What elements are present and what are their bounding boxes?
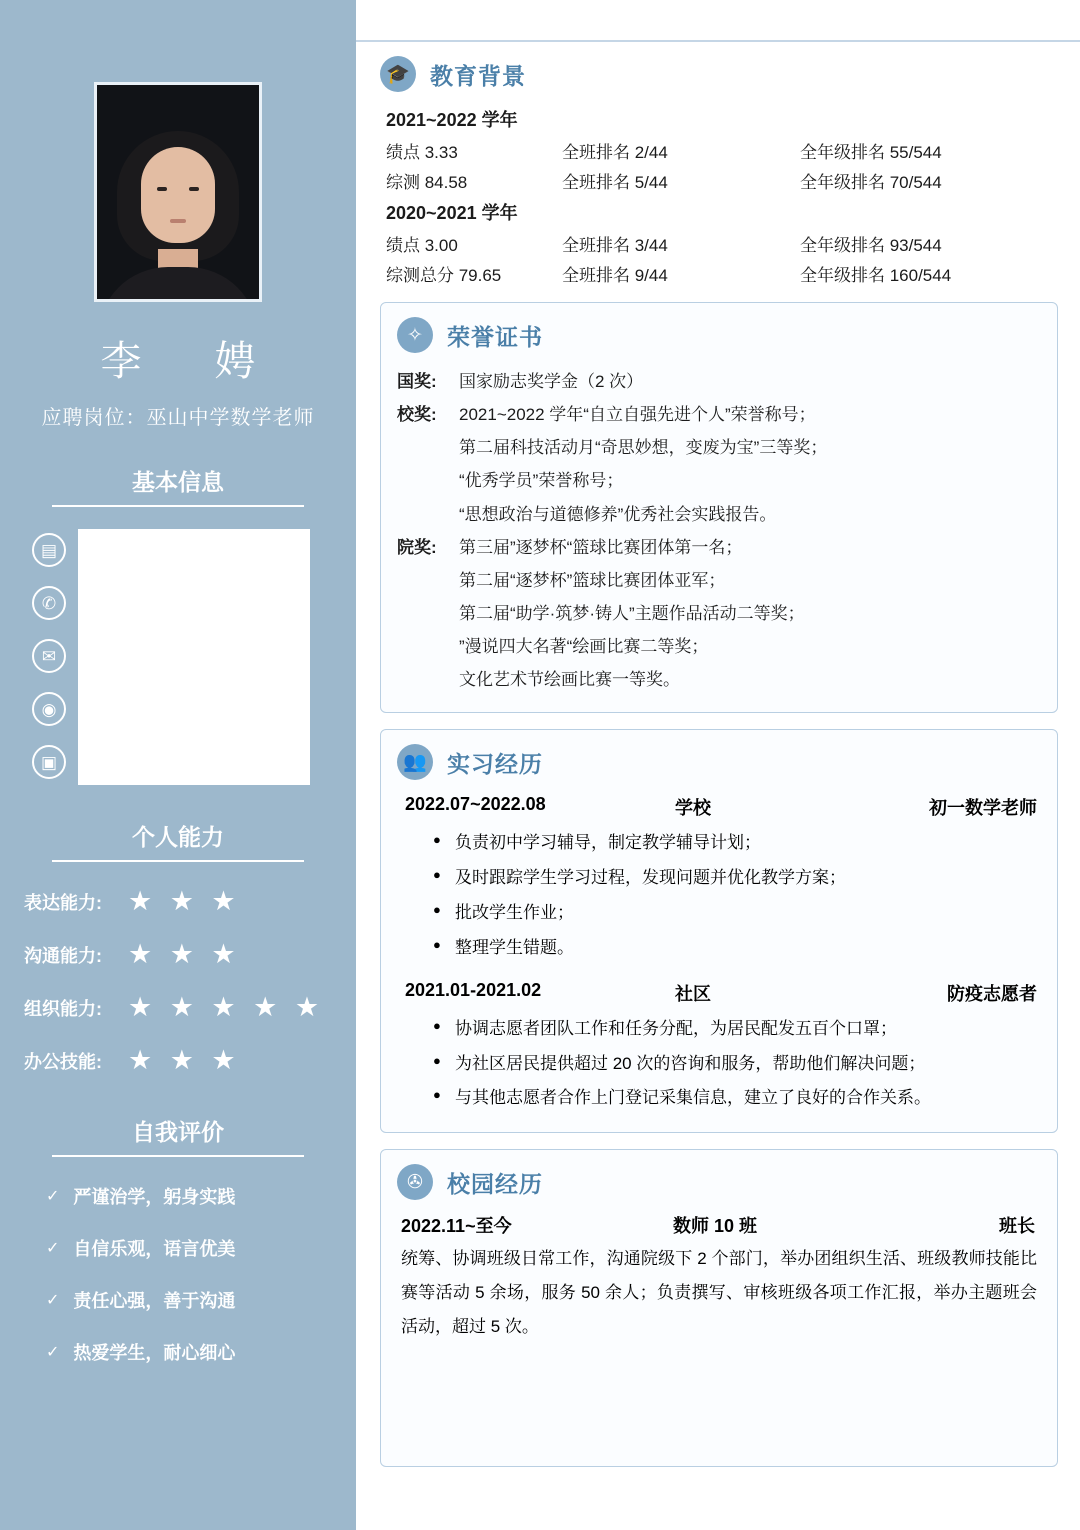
basic-info-icons	[32, 529, 66, 785]
section-education	[380, 56, 1058, 286]
list-item	[397, 365, 1041, 398]
list-item	[46, 1183, 356, 1209]
bullet-icon: ●	[433, 936, 441, 952]
section-internship	[380, 729, 1058, 1133]
comprehensive-score: 综测总分 79.65	[386, 266, 502, 285]
self-evaluation-list	[46, 1183, 356, 1365]
portrait-face	[141, 147, 215, 243]
ability-row	[24, 941, 356, 968]
sidebar	[0, 0, 356, 1530]
grade-rank: 全年级排名 55/544	[800, 143, 942, 162]
ability-label: 组织能力:	[24, 998, 102, 1019]
ability-row	[24, 888, 356, 915]
mail-icon: ✉	[32, 639, 66, 673]
comprehensive-score: 综测 84.58	[386, 173, 468, 192]
campus-role: 班长	[999, 1216, 1035, 1237]
portrait-hair	[117, 131, 239, 261]
list-item	[46, 1235, 356, 1261]
ability-row	[24, 994, 356, 1021]
internship-date: 2021.01-2021.02	[405, 979, 542, 1000]
candidate-name: 李 娉	[100, 338, 272, 384]
honor-value: 第二届“助学·筑梦·铸人”主题作品活动二等奖；	[459, 603, 805, 623]
honors-header	[397, 317, 1041, 353]
bullet-text: 及时跟踪学生学习过程，发现问题并优化教学方案；	[455, 868, 846, 888]
basic-info-values	[78, 529, 310, 785]
table-row	[386, 138, 1058, 163]
location-icon: ◉	[32, 692, 66, 726]
education-header	[380, 56, 1058, 92]
honor-value: 第二届科技活动月“奇思妙想，变废为宝”三等奖；	[459, 438, 828, 458]
gpa-value: 绩点 3.33	[386, 143, 458, 162]
portrait-eye-right	[189, 187, 199, 191]
list-item	[397, 398, 1041, 431]
phone-icon: ✆	[32, 586, 66, 620]
honor-value: 第三届”逐梦杯“篮球比赛团体第一名；	[459, 537, 743, 557]
self-evaluation-text: 责任心强，善于沟通	[73, 1291, 236, 1311]
applied-position: 应聘岗位：巫山中学数学老师	[41, 407, 315, 429]
basic-info-block	[32, 529, 356, 785]
id-card-icon: ▣	[32, 745, 66, 779]
internship-org: 社区	[675, 983, 711, 1004]
megaphone-icon: ✇	[397, 1164, 433, 1200]
section-title: 荣誉证书	[447, 323, 543, 350]
internship-role: 初一数学老师	[929, 798, 1037, 819]
list-item	[397, 597, 1041, 630]
table-row	[386, 231, 1058, 256]
honor-key	[397, 630, 459, 663]
campus-date: 2022.11~至今	[401, 1216, 512, 1237]
internship-bullets	[433, 1012, 1041, 1117]
honor-value: 文化艺术节绘画比赛一等奖。	[459, 670, 680, 690]
ability-stars: ★ ★ ★ ★ ★	[128, 992, 325, 1022]
ability-stars: ★ ★ ★	[128, 939, 241, 969]
bullet-icon: ●	[433, 1087, 441, 1103]
calendar-icon: ▤	[32, 533, 66, 567]
class-rank: 全班排名 3/44	[562, 236, 668, 255]
grade-rank: 全年级排名 70/544	[800, 173, 942, 192]
self-evaluation-title: 自我评价	[52, 1114, 304, 1157]
honor-key	[397, 431, 459, 464]
bullet-text: 为社区居民提供超过 20 次的咨询和服务，帮助他们解决问题；	[455, 1053, 926, 1073]
photo-portrait	[117, 131, 239, 261]
abilities-list	[24, 888, 356, 1074]
campus-org: 数师 10 班	[673, 1216, 758, 1237]
section-campus	[380, 1149, 1058, 1467]
list-item	[46, 1287, 356, 1313]
honor-key: 国奖:	[397, 372, 437, 391]
ability-label: 沟通能力:	[24, 945, 102, 966]
internship-entry-header	[405, 980, 1041, 1006]
honor-value: “思想政治与道德修养”优秀社会实践报告。	[459, 504, 777, 524]
education-year: 2020~2021 学年	[386, 203, 518, 223]
bullet-icon: ●	[433, 832, 441, 848]
bullet-text: 负责初中学习辅导，制定教学辅导计划；	[455, 833, 761, 853]
honor-value: ”漫说四大名著“绘画比赛二等奖；	[459, 637, 709, 657]
bullet-text: 批改学生作业；	[455, 903, 574, 923]
check-icon: ✓	[46, 1292, 60, 1309]
internship-entry-header	[405, 794, 1041, 820]
list-item	[397, 630, 1041, 663]
gpa-value: 绩点 3.00	[386, 236, 458, 255]
class-rank: 全班排名 5/44	[562, 173, 668, 192]
list-item	[433, 826, 1041, 861]
list-item	[397, 564, 1041, 597]
ability-stars: ★ ★ ★	[128, 1045, 241, 1075]
honors-list	[397, 365, 1041, 696]
header-divider	[356, 0, 1080, 42]
list-item	[433, 896, 1041, 931]
honor-value: 第二届“逐梦杯”篮球比赛团体亚军；	[459, 570, 726, 590]
honor-value: 2021~2022 学年“自立自强先进个人”荣誉称号；	[459, 405, 816, 425]
honor-value: “优秀学员”荣誉称号；	[459, 471, 624, 491]
section-honors	[380, 302, 1058, 713]
bullet-text: 协调志愿者团队工作和任务分配，为居民配发五百个口罩；	[455, 1018, 897, 1038]
check-icon: ✓	[46, 1344, 60, 1361]
class-rank: 全班排名 2/44	[562, 143, 668, 162]
honor-value: 国家励志奖学金（2 次）	[459, 372, 644, 391]
class-rank: 全班排名 9/44	[562, 266, 668, 285]
grade-rank: 全年级排名 93/544	[800, 236, 942, 255]
honor-key	[397, 564, 459, 597]
check-icon: ✓	[46, 1188, 60, 1205]
section-title: 实习经历	[447, 750, 543, 777]
list-item	[397, 431, 1041, 464]
check-icon: ✓	[46, 1240, 60, 1257]
honor-key	[397, 498, 459, 531]
honor-key: 校奖:	[397, 405, 437, 425]
list-item	[433, 931, 1041, 966]
basic-info-title: 基本信息	[52, 464, 304, 507]
ability-stars: ★ ★ ★	[128, 886, 241, 916]
list-item	[397, 663, 1041, 696]
campus-entry-header	[401, 1212, 1041, 1238]
internship-date: 2022.07~2022.08	[405, 794, 546, 815]
self-evaluation-text: 热爱学生，耐心细心	[73, 1343, 236, 1363]
abilities-title: 个人能力	[52, 819, 304, 862]
ability-row	[24, 1047, 356, 1074]
table-row	[386, 168, 1058, 193]
section-title: 校园经历	[447, 1170, 543, 1197]
grade-rank: 全年级排名 160/544	[800, 266, 952, 285]
bullet-text: 整理学生错题。	[455, 937, 574, 957]
table-row	[386, 261, 1058, 286]
education-year: 2021~2022 学年	[386, 110, 518, 130]
ability-label: 表达能力:	[24, 892, 102, 913]
honor-key	[397, 464, 459, 497]
list-item	[46, 1339, 356, 1365]
main-content	[356, 0, 1080, 1530]
self-evaluation-text: 严谨治学，躬身实践	[73, 1187, 236, 1207]
honor-key	[397, 597, 459, 630]
internship-role: 防疫志愿者	[947, 983, 1037, 1004]
honor-key: 院奖:	[397, 537, 437, 557]
bullet-text: 与其他志愿者合作上门登记采集信息，建立了良好的合作关系。	[455, 1088, 931, 1108]
list-item	[397, 498, 1041, 531]
profile-photo	[94, 82, 262, 302]
leaf-icon: ✧	[397, 317, 433, 353]
campus-description: 统筹、协调班级日常工作，沟通院级下 2 个部门，举办团组织生活、班级教师技能比赛等活动 5 余场，服务 50 余人；负责撰写、审核班级各项工作汇报，举办主题班会活动，超过 5 次。	[401, 1249, 1037, 1337]
list-item	[397, 464, 1041, 497]
bullet-icon: ●	[433, 902, 441, 918]
people-icon: 👥	[397, 744, 433, 780]
honor-key	[397, 663, 459, 696]
list-item	[397, 531, 1041, 564]
list-item	[433, 1047, 1041, 1082]
portrait-mouth	[170, 219, 186, 223]
list-item	[433, 1012, 1041, 1047]
bullet-icon: ●	[433, 867, 441, 883]
list-item	[433, 1081, 1041, 1116]
section-title: 教育背景	[430, 62, 526, 89]
list-item	[433, 861, 1041, 896]
ability-label: 办公技能:	[24, 1051, 102, 1072]
internship-bullets	[433, 826, 1041, 965]
education-body	[380, 106, 1058, 286]
graduation-cap-icon: 🎓	[380, 56, 416, 92]
self-evaluation-text: 自信乐观，语言优美	[73, 1239, 236, 1259]
campus-header	[397, 1164, 1041, 1200]
portrait-eye-left	[157, 187, 167, 191]
internship-org: 学校	[675, 798, 711, 819]
internship-header	[397, 744, 1041, 780]
bullet-icon: ●	[433, 1017, 441, 1033]
bullet-icon: ●	[433, 1052, 441, 1068]
